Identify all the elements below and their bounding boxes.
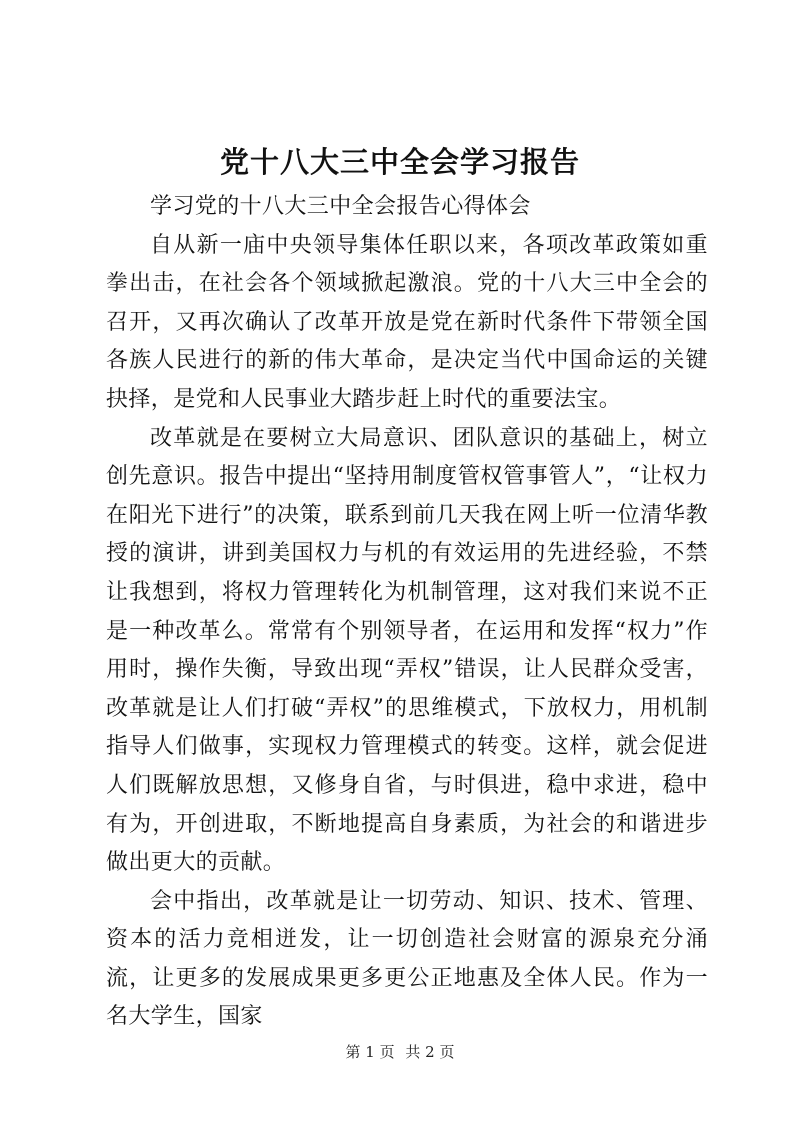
page-number: 第 1 页 [345, 1043, 395, 1061]
paragraph-subtitle: 学习党的十八大三中全会报告心得体会 [150, 194, 531, 219]
page-total: 共 2 页 [405, 1043, 455, 1061]
document-title: 党十八大三中全会学习报告 [219, 145, 580, 179]
page-footer [0, 1042, 800, 1062]
document-body [106, 188, 708, 1037]
paragraph: 改革就是在要树立大局意识、团队意识的基础上，树立创先意识。报告中提出“坚持用制度管权管事管人”，“让权力在阳光下进行”的决策，联系到前几天我在网上听一位清华教授的演讲，讲到美国权力与机的有效运用的先进经验，不禁让我想到，将权力管理转化为机制管理，这对我们来说不正是一种改革么。常常有个别领导者，在运用和发挥“权力”作用时，操作失衡，导致出现“弄权”错误，让人民群众受害，改革就是让人们打破“弄权”的思维模式，下放权力，用机制指导人们做事，实现权力管理模式的转变。这样，就会促进人们既解放思想，又修身自省，与时俱进，稳中求进，稳中有为，开创进取，不断地提高自身素质，为社会的和谐进步做出更大的贡献。 [106, 425, 708, 876]
paragraph: 会中指出，改革就是让一切劳动、知识、技术、管理、资本的活力竞相迸发，让一切创造社会财富的源泉充分涌流，让更多的发展成果更多更公正地惠及全体人民。作为一名大学生，国家 [106, 888, 708, 1030]
paragraph: 自从新一庙中央领导集体任职以来，各项改革政策如重拳出击，在社会各个领域掀起激浪。党的十八大三中全会的召开，又再次确认了改革开放是党在新时代条件下带领全国各族人民进行的新的伟大革命，是决定当代中国命运的关键抉择，是党和人民事业大踏步赶上时代的重要法宝。 [106, 232, 708, 412]
